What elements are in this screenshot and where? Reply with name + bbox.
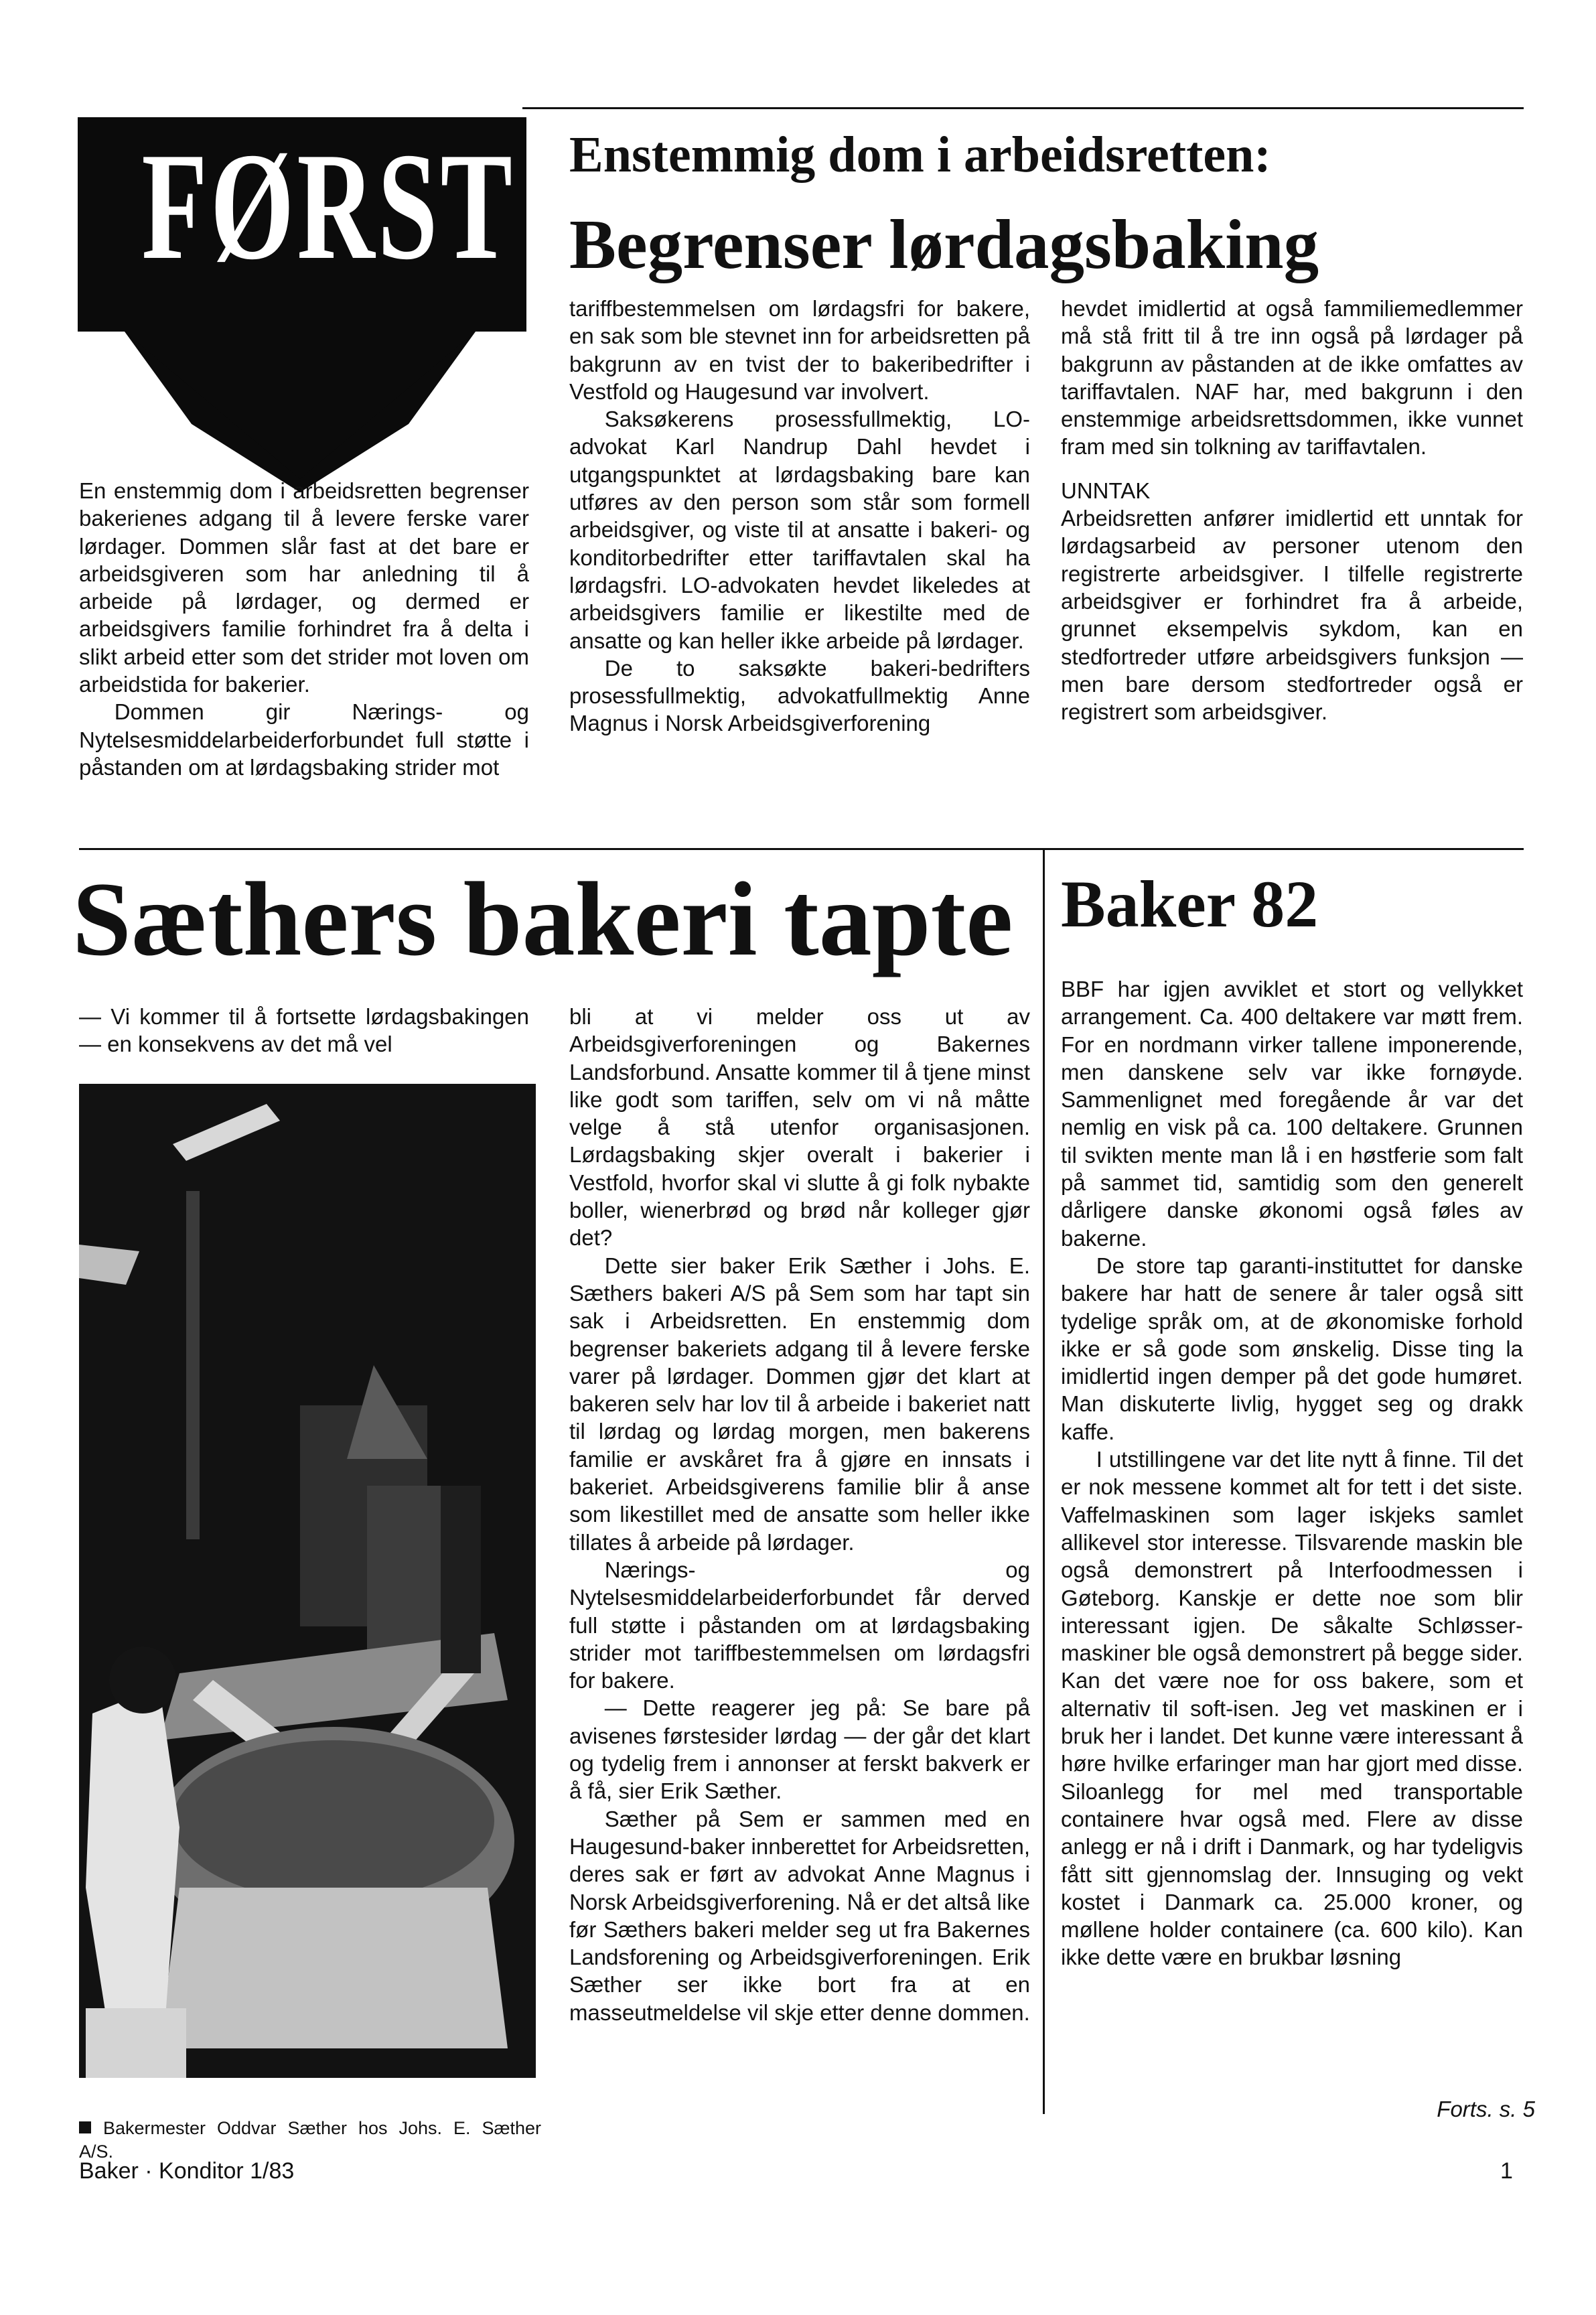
continued-note: Forts. s. 5 <box>1437 2097 1535 2121</box>
headline-top: Begrenser lørdagsbaking <box>569 205 1319 283</box>
photo-caption: Bakermester Oddvar Sæther hos Johs. E. Sæther A/S. <box>79 2118 541 2162</box>
top-story-col-2: tariffbestemmelsen om lørdagsfri for bakere, en sak som ble stevnet inn for arbeidsretten på bakgrunn av en tvist der to bakeribedrifter i Vestfold og Haugesund var involvert. Saksøkerens prosessfullmektig, LO-advokat Karl Nandrup Dahl hevdet i utgangspunktet at lørdagsbaking bare kan utføres av den person som står som formell arbeidsgiver, og viste til at ansatte i bakeri- og konditorbedrifter etter tariffavtalen skal ha lørdagsfri. LO-advokaten hevdet likeledes at arbeidsgivers familie er likestilte med de ansatte og kan heller ikke arbeide på lørdager. De to saksøkte bakeri-bedrifters prosessfullmektig, advokatfullmektig Anne Magnus i Norsk Arbeidsgiverforening <box>569 296 1030 736</box>
saether-col-2: bli at vi melder oss ut av Arbeidsgiverforeningen og Bakernes Landsforbund. Ansatte kommer til å tjene minst like godt som tariffen, selv om vi nå måtte velge å stå utenfor organisasjonen. Lørdagsbaking skjer overalt i bakerier i Vestfold, hvorfor skal vi slutte å gi folk nybakte boller, wienerbrød og brød når kolleger gjør det? Dette sier baker Erik Sæther i Johs. E. Sæthers bakeri A/S på Sem som har tapt sin sak i Arbeidsretten. En enstemmig dom begrenser bakeriets adgang til å levere ferske varer på lørdager. Dommen gjør det klart at bakeren selv har lov til å arbeide i bakeriet natt til lørdag og lørdag morgen, men bakerens familie er avskåret fra å gjøre en innsats i bakeriet. Arbeidsgiverens familie blir å anse som likestillet med de ansatte som heller ikke tillates å arbeide på lørdager. Nærings- og Nytelsesmiddelarbeiderforbundet får derved full støtte i påstanden om at lørdagsbaking strider mot tariffbestemmelsen om lørdagsfri for bakere. — Dette reagerer jeg på: Se bare på avisenes førstesider lørdag — der går det klart og tydelig frem i annonser at ferskt bakverk er å få, sier Erik Sæther. Sæther på Sem er sammen med en Haugesund-baker innberettet for Arbeidsretten, deres sak er ført av advokat Anne Magnus i Norsk Arbeidsgiverforening. Nå er det altså like før Sæthers bakeri melder seg ut fra Bakernes Landsforening og Arbeidsgiverforeningen. Erik Sæther ser ikke bort fra at en masseutmeldelse vil skje etter denne dommen. <box>569 1004 1030 2025</box>
headline-saether: Sæthers bakeri tapte <box>72 861 1013 978</box>
baker82-body: BBF har igjen avviklet et stort og vellykket arrangement. Ca. 400 deltakere var møtt frem. For en nordmann virker tallene imponerende, men danskene selv var ikke fornøyde. Sammenlignet med foregående år var det nemlig en visk på ca. 100 deltakere. Grunnen til svikten mente man lå i en høstferie som falt på sammet tid, samtidig som den generelt dårligere danske økonomi også føles av bakerne. De store tap garanti-instituttet for danske bakere har hatt de senere år taler også sitt tydelige språk om, at de økonomiske forhold ikke er så gode som ønskelig. Disse ting la imidlertid ingen demper på det gode humøret. Man diskuterte livlig, hygget seg og drakk kaffe. I utstillingene var det lite nytt å finne. Til det er nok messene kommet alt for tett i det siste. Vaffelmaskinen som lager iskjeks samlet allikevel stor interesse. Tilsvarende maskin ble også demonstrert på Interfoodmessen i Gøteborg. Kanskje er dette noe som blir interessant igjen. De såkalte Schløsser-maskiner ble også demonstrert på begge sider. Kan det være noe for oss bakere, som et alternativ til soft-isen. Jeg vet maskinen er i bruk her i landet. Det kunne være interessant å høre hvilke erfaringer man har gjort med disse. Siloanlegg for mel med transportable containere hvar også med. Flere av disse anlegg er nå i drift i Danmark, og har tydeligvis fått sitt gjennomslag der. Innsuging og vekt kostet i Danmark ca. 25.000 kroner, og møllene holder containere (ca. 600 kilo). Kan ikke dette være en brukbar løsning <box>1061 977 1523 1970</box>
top-story-col-3: hevdet imidlertid at også fammiliemedlemmer må stå fritt til å tre inn også på lørdager på bakgrunn av påstanden at de ikke omfattes av tariffavtalen. NAF har, med bakgrunn i den enstemmige arbeidsrettsdommen, ikke vunnet fram med sin tolkning av tariffavtalen. UNNTAK Arbeidsretten anfører imidlertid ett unntak for lørdagsarbeid av personer utenom den registrerte arbeidsgiver. I tilfelle registrerte arbeidsgiver er forhindret fra å arbeide, grunnet eksempelvis sykdom, kan en stedfortreder utføre arbeidsgivers funksjon — men bare dersom stedfortreder også er registrert som arbeidsgiver. <box>1061 296 1523 725</box>
forst-arrow-badge <box>74 117 526 492</box>
baker-photo <box>79 1084 536 2078</box>
kicker: Enstemmig dom i arbeidsretten: <box>569 127 1271 183</box>
mid-rule <box>79 848 1524 850</box>
headline-baker82: Baker 82 <box>1061 867 1319 941</box>
forst-label: FØRST <box>141 121 516 291</box>
top-rule <box>522 107 1524 109</box>
caption-bullet-icon <box>79 2121 91 2133</box>
saether-lead: — Vi kommer til å fortsette lørdagsbakingen — en konsekvens av det må vel <box>79 1004 529 1057</box>
baker-machine-image <box>79 1084 536 2078</box>
column-divider <box>1043 848 1045 2114</box>
page-number: 1 <box>1500 2158 1513 2184</box>
top-story-col-1: En enstemmig dom i arbeidsretten begrenser bakerienes adgang til å levere ferske varer lørdager. Dommen slår fast at det bare er arbeidsgiveren som har anledning til å arbeide på lørdager, og dermed er arbeidsgivers familie forhindret fra å delta i slikt arbeid etter som det strider mot loven om arbeidstida for bakerier. Dommen gir Nærings- og Nytelsesmiddelarbeiderforbundet full støtte i påstanden om at lørdagsbaking strider mot <box>79 478 529 780</box>
subhead-unntak: UNNTAK <box>1061 478 1151 503</box>
footer-publication: Baker · Konditor 1/83 <box>79 2158 295 2184</box>
